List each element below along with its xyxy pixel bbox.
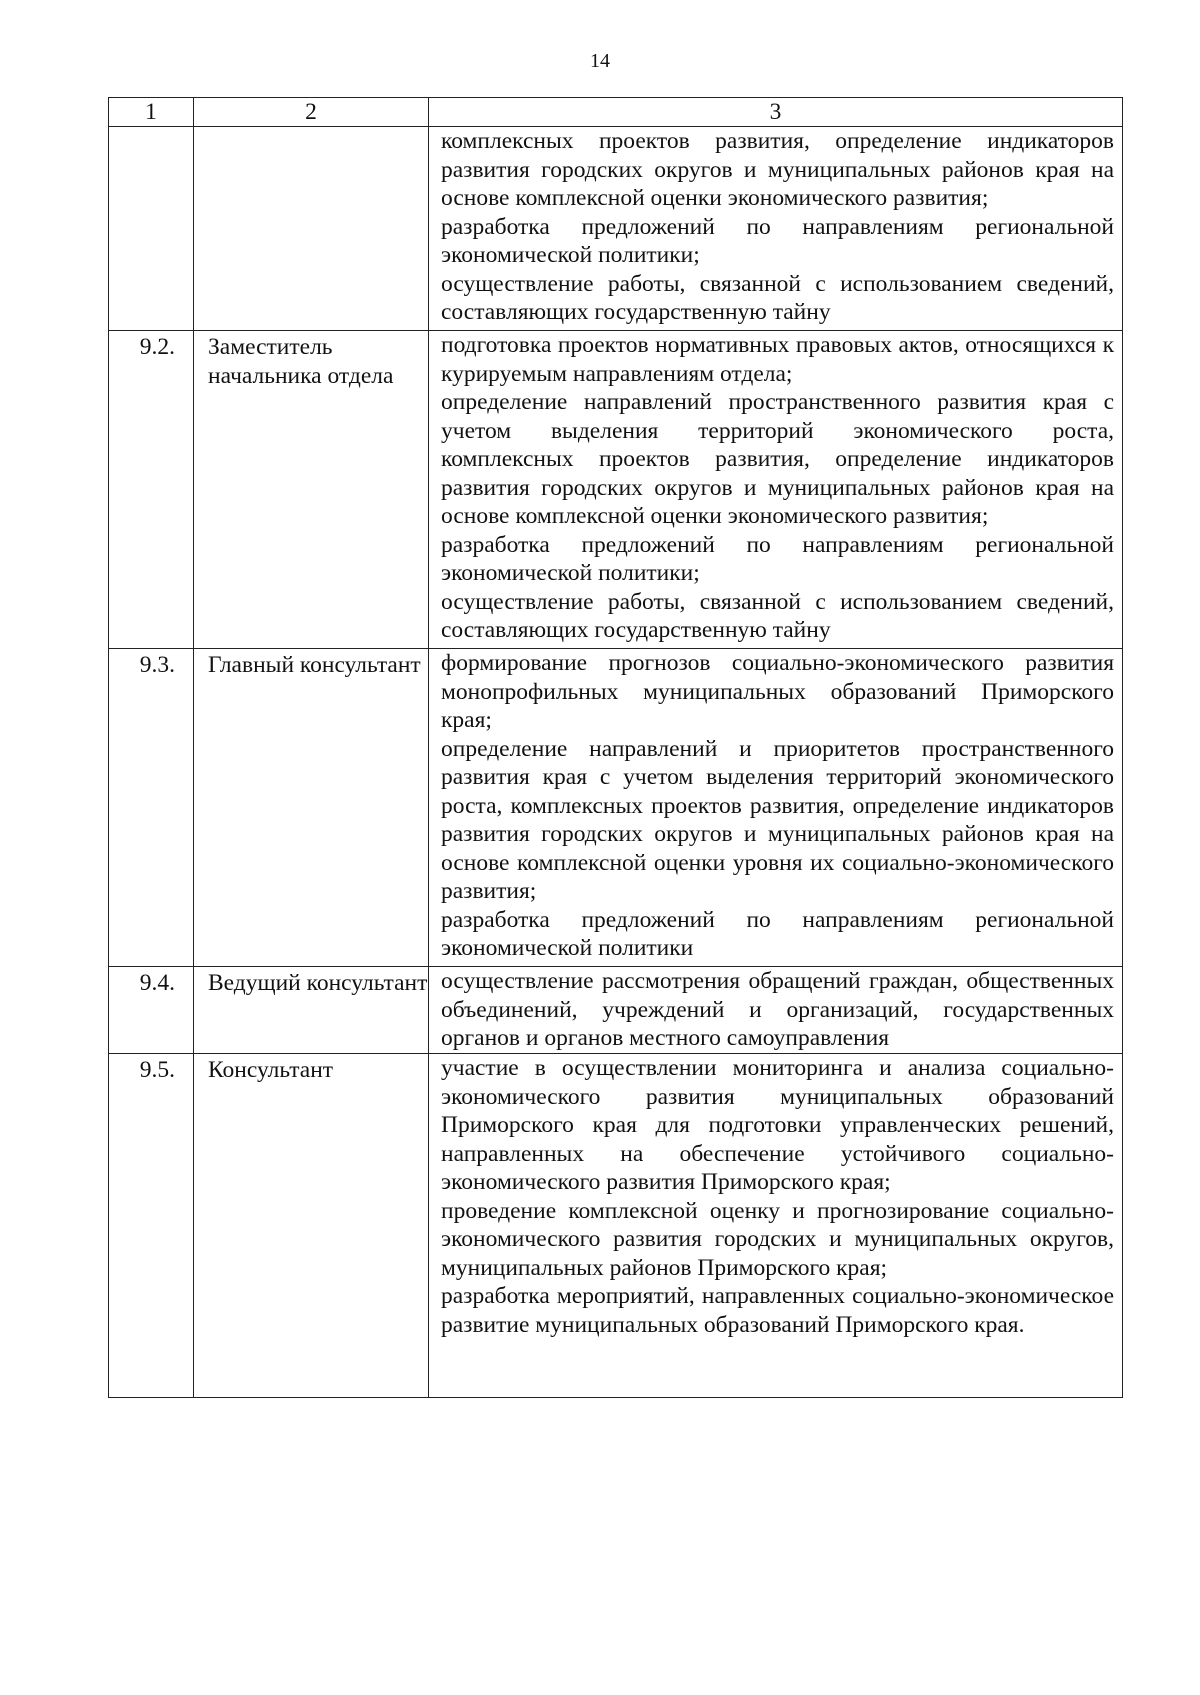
column-header-2: 2 [194, 98, 429, 127]
duties-cell [429, 1054, 1123, 1398]
duty-item: разработка предложений по направлениям региональной экономической политики; [441, 531, 1114, 586]
position-title: Главный консультант [194, 649, 429, 967]
table-row [109, 1054, 1123, 1398]
duty-item: комплексных проектов развития, определение индикаторов развития городских округов и муниципальных районов края на основе комплексной оценки экономического развития; [441, 128, 1114, 211]
row-number: 9.3. [109, 649, 194, 967]
position-title: Заместитель начальника отдела [194, 331, 429, 649]
duties-table [108, 97, 1123, 1398]
row-number: 9.2. [109, 331, 194, 649]
page-number: 14 [590, 50, 610, 72]
duty-item: осуществление работы, связанной с использованием сведений, составляющих государственную тайну [441, 270, 1114, 325]
duty-item: определение направлений и приоритетов пространственного развития края с учетом выделения территорий экономического роста, комплексных проектов развития, определение индикаторов развития городских округов и муниципальных районов края на основе комплексной оценки уровня их социально-экономического развития; [441, 735, 1114, 904]
duty-item: определение направлений пространственного развития края с учетом выделения территорий экономического роста, комплексных проектов развития, определение индикаторов развития городских округов и муниципальных районов края на основе комплексной оценки экономического развития; [441, 389, 1114, 529]
duties-cell [429, 127, 1123, 331]
duty-item: участие в осуществлении мониторинга и анализа социально-экономического развития муниципальных образований Приморского края для подготовки управленческих решений, направленных на обеспечение устойчивого социально-экономического развития Приморского края; [441, 1055, 1114, 1195]
duties-cell [429, 649, 1123, 967]
duty-item: подготовка проектов нормативных правовых актов, относящихся к курируемым направлениям отдела; [441, 332, 1114, 387]
table-row [109, 331, 1123, 649]
row-number [109, 127, 194, 331]
table-row [109, 127, 1123, 331]
position-title [194, 127, 429, 331]
row-number: 9.5. [109, 1054, 194, 1398]
duty-item: разработка мероприятий, направленных социально-экономическое развитие муниципальных образований Приморского края. [441, 1283, 1114, 1338]
duty-item: формирование прогнозов социально-экономического развития монопрофильных муниципальных образований Приморского края; [441, 650, 1114, 733]
position-title: Консультант [194, 1054, 429, 1398]
duty-item: проведение комплексной оценку и прогнозирование социально-экономического развития городских и муниципальных округов, муниципальных районов Приморского края; [441, 1197, 1114, 1281]
duty-item: осуществление рассмотрения обращений граждан, общественных объединений, учреждений и организаций, государственных органов и органов местного самоуправления [441, 968, 1114, 1051]
duty-item: осуществление работы, связанной с использованием сведений, составляющих государственную тайну [441, 588, 1114, 643]
duty-item: разработка предложений по направлениям региональной экономической политики [441, 906, 1114, 961]
column-header-1: 1 [109, 98, 194, 127]
column-header-3: 3 [429, 98, 1123, 127]
table-row [109, 967, 1123, 1054]
duties-cell [429, 331, 1123, 649]
duty-item: разработка предложений по направлениям региональной экономической политики; [441, 213, 1114, 268]
duties-cell [429, 967, 1123, 1054]
table-row [109, 649, 1123, 967]
table-header-row [109, 98, 1123, 127]
position-title: Ведущий консультант [194, 967, 429, 1054]
row-number: 9.4. [109, 967, 194, 1054]
